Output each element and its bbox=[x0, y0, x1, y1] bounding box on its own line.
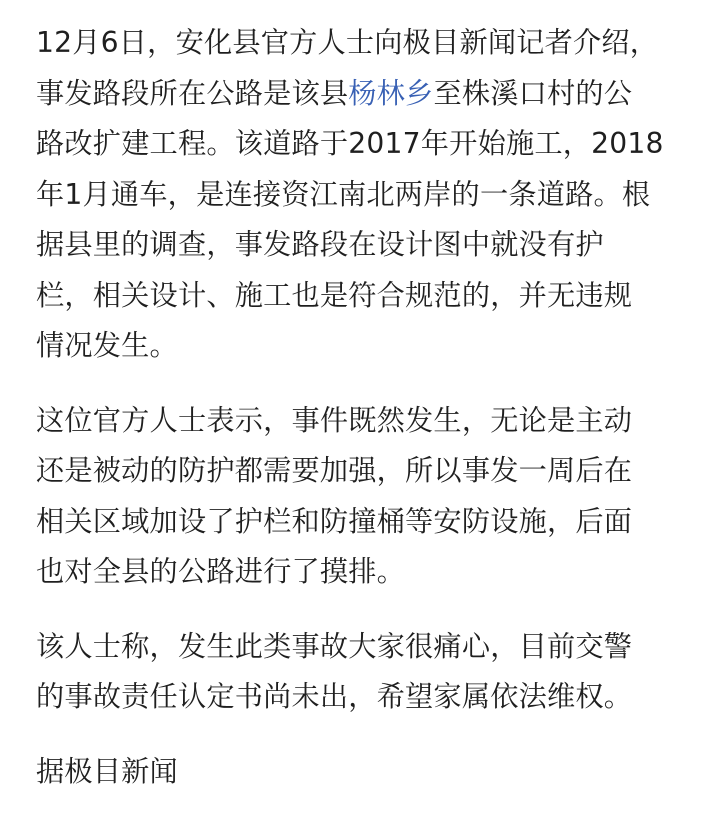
text-line-with-link bbox=[36, 69, 692, 120]
text-line: 的事故责任认定书尚未出，希望家属依法维权。 bbox=[36, 680, 633, 713]
place-link-yanglin[interactable]: 杨林乡 bbox=[348, 76, 434, 110]
text-line: 该人士称，发生此类事故大家很痛心，目前交警 bbox=[36, 629, 633, 663]
text-line: 相关区域加设了护栏和防撞桶等安防设施，后面 bbox=[36, 504, 633, 538]
text-line: 也对全县的公路进行了摸排。 bbox=[36, 555, 406, 588]
source-attribution bbox=[36, 747, 692, 798]
text-segment: 至株溪口村的公 bbox=[433, 76, 633, 110]
text-line: 据县里的调查，事发路段在设计图中就没有护 bbox=[36, 228, 604, 261]
text-line: 这位官方人士表示，事件既然发生，无论是主动 bbox=[36, 403, 633, 437]
paragraph-2 bbox=[36, 396, 692, 598]
text-line: 年1月通车，是连接资江南北两岸的一条道路。根 bbox=[36, 177, 651, 211]
paragraph-1 bbox=[36, 18, 692, 372]
article-body bbox=[36, 18, 692, 797]
text-line: 12月6日，安化县官方人士向极目新闻记者介绍， bbox=[36, 26, 659, 59]
text-line: 情况发生。 bbox=[36, 329, 178, 362]
text-line: 栏，相关设计、施工也是符合规范的，并无违规 bbox=[36, 278, 633, 312]
text-segment: 事发路段所在公路是该县 bbox=[36, 76, 349, 110]
text-line: 还是被动的防护都需要加强，所以事发一周后在 bbox=[36, 454, 633, 487]
source-line: 据极目新闻 bbox=[36, 754, 178, 788]
text-line: 路改扩建工程。该道路于2017年开始施工，2018 bbox=[36, 127, 664, 160]
paragraph-3 bbox=[36, 622, 692, 723]
